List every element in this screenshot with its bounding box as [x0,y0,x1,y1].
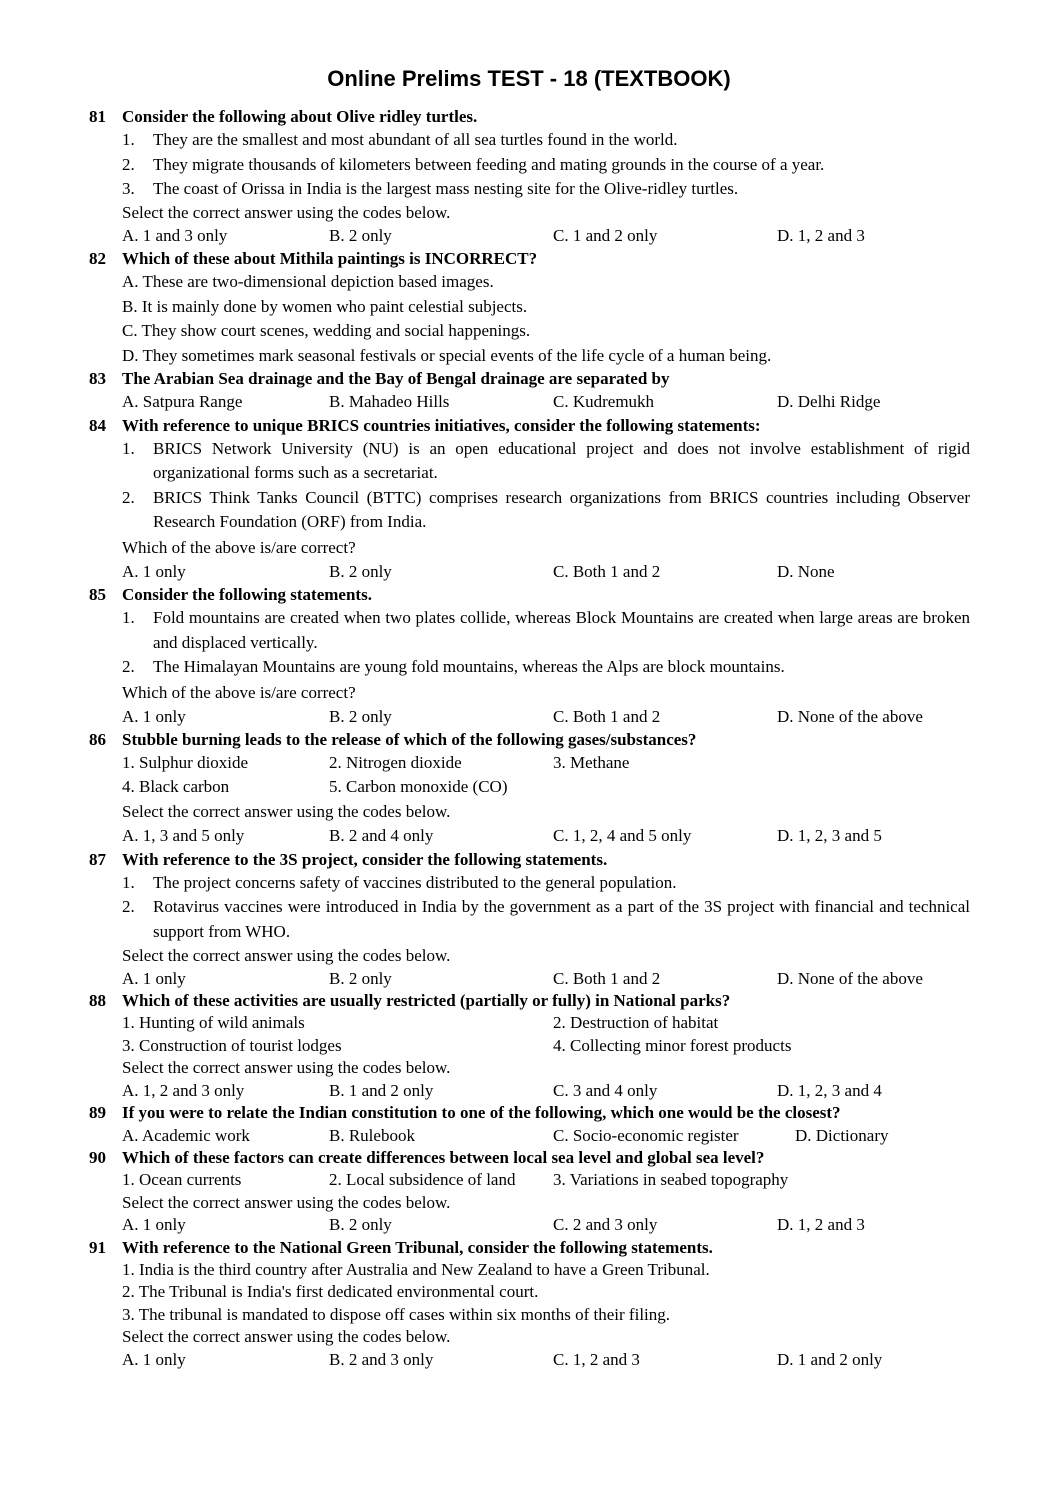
options-row [0,1124,1058,1147]
list-item: 3. Methane [553,753,630,773]
statement: 3. The tribunal is mandated to dispose off cases within six months of their filing. [122,1304,671,1324]
question-84 [0,415,1058,585]
option-c: C. Socio-economic register [553,1126,739,1146]
option-a: A. 1 only [122,1215,186,1235]
question-83 [0,368,1058,414]
question-number: 87 [89,849,106,869]
option-b: B. It is mainly done by women who paint celestial subjects. [122,296,528,316]
option-b: B. 2 only [329,561,392,581]
items-row [0,1035,1058,1058]
option-c: C. Both 1 and 2 [553,706,661,726]
question-90 [0,1147,1058,1237]
options-row [0,560,1058,584]
question-number: 86 [89,730,106,750]
option-d: D. 1, 2 and 3 [777,1215,865,1235]
answer-prompt: Select the correct answer using the codes below. [122,1058,451,1078]
option-c: C. They show court scenes, wedding and social happenings. [122,321,531,341]
option-a: A. 1 and 3 only [122,225,228,245]
question-number: 83 [89,369,106,389]
items-row [0,1012,1058,1035]
option-c: C. Both 1 and 2 [553,969,661,989]
question-stem: With reference to unique BRICS countries initiatives, consider the following statements: [122,415,761,435]
list-item: 2. Nitrogen dioxide [329,753,462,773]
option-d: D. None of the above [777,969,923,989]
list-item: 3. Variations in seabed topography [553,1170,789,1190]
statement: 2. The Himalayan Mountains are young fold mountains, whereas the Alps are block mountains. [122,657,785,677]
list-item: 5. Carbon monoxide (CO) [329,777,508,797]
statement: 3. The coast of Orissa in India is the largest mass nesting site for the Olive-ridley turtles. [122,179,739,199]
question-stem: Stubble burning leads to the release of which of the following gases/substances? [122,730,697,750]
options-row [0,1214,1058,1237]
question-82 [0,248,1058,368]
statement: 1. Fold mountains are created when two plates collide, whereas Block Mountains are created when large areas are broken and displaced vertically. [122,608,970,652]
option-a: A. Academic work [122,1126,250,1146]
option-d: D. 1, 2 and 3 [777,225,865,245]
question-stem: Which of these about Mithila paintings is INCORRECT? [122,248,538,268]
option-d: D. 1, 2, 3 and 4 [777,1080,882,1100]
items-row [0,775,1058,799]
option-d: D. They sometimes mark seasonal festivals or special events of the life cycle of a human being. [122,345,772,365]
option-c: C. 2 and 3 only [553,1215,658,1235]
statement: 2. BRICS Think Tanks Council (BTTC) comprises research organizations from BRICS countries including Observer Research Foundation (ORF) from India. [122,487,970,532]
question-stem: The Arabian Sea drainage and the Bay of Bengal drainage are separated by [122,369,670,389]
question-number: 84 [89,415,106,435]
option-a: A. 1 only [122,561,186,581]
option-d: D. 1, 2, 3 and 5 [777,826,882,846]
question-stem: With reference to the 3S project, consider the following statements. [122,849,608,869]
answer-prompt: Select the correct answer using the codes below. [122,1192,451,1212]
question-85 [0,584,1058,729]
option-c: C. Kudremukh [553,392,655,412]
question-89 [0,1102,1058,1147]
items-row [0,751,1058,775]
options-row [0,705,1058,729]
statement: 1. India is the third country after Australia and New Zealand to have a Green Tribunal. [122,1259,710,1279]
list-item: 2. Local subsidence of land [329,1170,516,1190]
option-a: A. 1 only [122,1349,186,1369]
options-row [0,1080,1058,1103]
option-a: A. 1 only [122,969,186,989]
option-c: C. 1 and 2 only [553,225,658,245]
option-a: A. These are two-dimensional depiction based images. [122,271,494,291]
answer-prompt: Select the correct answer using the codes below. [122,802,451,822]
statement: 2. Rotavirus vaccines were introduced in India by the government as a part of the 3S project with financial and technical support from WHO. [122,897,970,941]
list-item: 3. Construction of tourist lodges [122,1035,342,1055]
list-item: 1. Hunting of wild animals [122,1013,305,1033]
option-b: B. 1 and 2 only [329,1080,434,1100]
option-b: B. 2 only [329,1215,392,1235]
option-b: B. 2 only [329,225,392,245]
question-list [0,106,1058,1371]
option-b: B. 2 only [329,969,392,989]
answer-prompt: Select the correct answer using the codes below. [122,946,451,966]
question-number: 88 [89,991,106,1011]
question-91 [0,1237,1058,1372]
option-c: C. 3 and 4 only [553,1080,658,1100]
question-stem: With reference to the National Green Tribunal, consider the following statements. [122,1237,713,1257]
option-a: A. 1 only [122,706,186,726]
answer-prompt: Which of the above is/are correct? [122,682,356,702]
list-item: 1. Ocean currents [122,1170,242,1190]
option-b: B. Rulebook [329,1126,415,1146]
option-d: D. Delhi Ridge [777,392,881,412]
option-d: D. None [777,561,835,581]
option-c: C. 1, 2 and 3 [553,1349,640,1369]
statement: 2. The Tribunal is India's first dedicated environmental court. [122,1282,539,1302]
question-stem: Which of these factors can create differences between local sea level and global sea level? [122,1148,765,1168]
statement: 1. BRICS Network University (NU) is an open educational project and does not involve establishment of rigid organizational forms such as a secretariat. [122,438,970,483]
option-c: C. Both 1 and 2 [553,561,661,581]
option-b: B. 2 and 3 only [329,1349,434,1369]
option-d: D. Dictionary [795,1126,889,1146]
statement: 1. The project concerns safety of vaccines distributed to the general population. [122,872,677,892]
option-c: C. 1, 2, 4 and 5 only [553,826,692,846]
question-81 [0,106,1058,248]
option-a: A. 1, 2 and 3 only [122,1080,245,1100]
option-b: B. Mahadeo Hills [329,392,450,412]
question-88 [0,990,1058,1102]
option-b: B. 2 and 4 only [329,826,434,846]
question-stem: Consider the following about Olive ridley turtles. [122,107,478,126]
options-row [0,968,1058,990]
options-row [0,1349,1058,1372]
option-a: A. 1, 3 and 5 only [122,826,245,846]
list-item: 2. Destruction of habitat [553,1013,719,1033]
question-number: 90 [89,1148,106,1168]
options-row [0,824,1058,848]
option-a: A. Satpura Range [122,392,243,412]
question-stem: Which of these activities are usually restricted (partially or fully) in National parks? [122,991,731,1011]
option-d: D. None of the above [777,706,923,726]
question-number: 82 [89,248,106,268]
options-row [0,390,1058,414]
answer-prompt: Select the correct answer using the codes below. [122,202,451,222]
options-row [0,224,1058,248]
question-number: 91 [89,1237,106,1257]
question-number: 89 [89,1103,106,1123]
items-row [0,1169,1058,1192]
question-stem: If you were to relate the Indian constitution to one of the following, which one would be the closest? [122,1103,841,1123]
question-86 [0,729,1058,849]
page-title: Online Prelims TEST - 18 (TEXTBOOK) [327,66,731,91]
statement: 1. They are the smallest and most abundant of all sea turtles found in the world. [122,130,678,149]
list-item: 4. Black carbon [122,777,230,797]
option-b: B. 2 only [329,706,392,726]
question-stem: Consider the following statements. [122,585,372,605]
question-number: 81 [89,107,106,126]
list-item: 4. Collecting minor forest products [553,1035,792,1055]
question-number: 85 [89,585,106,605]
list-item: 1. Sulphur dioxide [122,753,249,773]
statement: 2. They migrate thousands of kilometers between feeding and mating grounds in the course of a year. [122,154,825,174]
question-87 [0,849,1058,991]
answer-prompt: Select the correct answer using the codes below. [122,1327,451,1347]
answer-prompt: Which of the above is/are correct? [122,537,356,557]
option-d: D. 1 and 2 only [777,1349,883,1369]
